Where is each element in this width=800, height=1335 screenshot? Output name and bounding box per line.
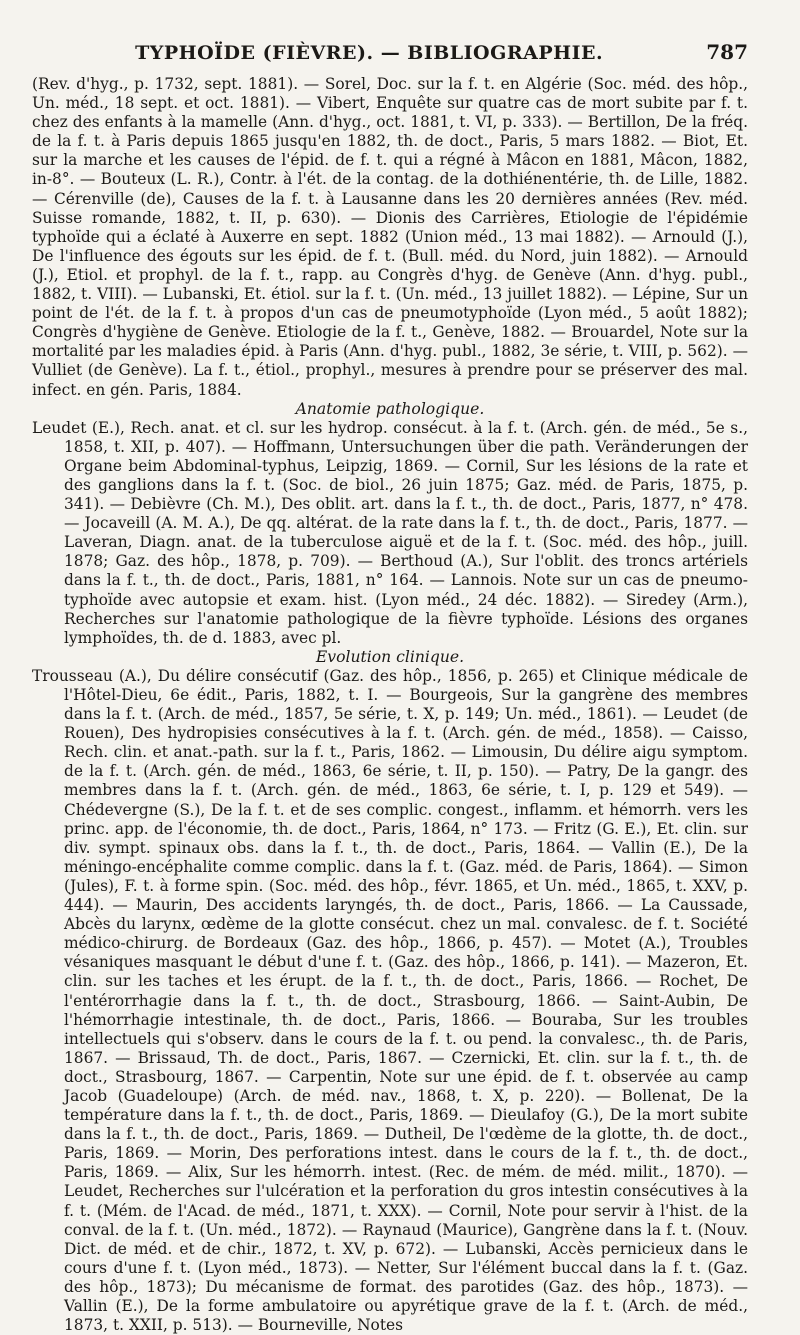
running-title: TYPHOÏDE (FIÈVRE). — BIBLIOGRAPHIE. [135, 42, 604, 64]
section-heading-evolution: Evolution clinique. [315, 647, 465, 666]
page-number: 787 [706, 40, 748, 64]
bibliography-body [32, 75, 748, 1335]
bibliography-paragraph-anatomie: Leudet (E.), Rech. anat. et cl. sur les hydrop. consécut. à la f. t. (Arch. gén. de méd., 5e s., 1858, t. XII, p. 407). — Hoffmann, Untersuchungen über die path. Veränderungen der Organe beim Abdominal-typhus, Leipzig, 1869. — Cornil, Sur les lésions de la rate et des ganglions dans la f. t. (Soc. de biol., 26 juin 1875; Gaz. méd. de Paris, 1875, p. 341). — Debièvre (Ch. M.), Des oblit. art. dans la f. t., th. de doct., Paris, 1877, n° 478. — Jocaveill (A. M. A.), De qq. altérat. de la rate dans la f. t., th. de doct., Paris, 1877. — Laveran, Diagn. anat. de la tuberculose aiguë et de la f. t. (Soc. méd. des hôp., juill. 1878; Gaz. des hôp., 1878, p. 709). — Berthoud (A.), Sur l'oblit. des troncs artériels dans la f. t., th. de doct., Paris, 1881, n° 164. — Lannois. Note sur un cas de pneumo-typhoïde avec autopsie et exam. hist. (Lyon méd., 24 déc. 1882). — Siredey (Arm.), Recherches sur l'anatomie pathologique de la fièvre typhoïde. Lésions des organes lymphoïdes, th. de d. 1883, avec pl. [32, 418, 748, 647]
section-heading-anatomie: Anatomie pathologique. [295, 399, 485, 418]
page-header [32, 40, 748, 64]
bibliography-paragraph-evolution: Trousseau (A.), Du délire consécutif (Gaz. des hôp., 1856, p. 265) et Clinique médicale de l'Hôtel-Dieu, 6e édit., Paris, 1882, t. I. — Bourgeois, Sur la gangrène des membres dans la f. t. (Arch. de méd., 1857, 5e série, t. X, p. 149; Un. méd., 1861). — Leudet (de Rouen), Des hydropisies consécutives à la f. t. (Arch. gén. de méd., 1858). — Caisso, Rech. clin. et anat.-path. sur la f. t., Paris, 1862. — Limousin, Du délire aigu symptom. de la f. t. (Arch. gén. de méd., 1863, 6e série, t. II, p. 150). — Patry, De la gangr. des membres dans la f. t. (Arch. gén. de méd., 1863, 6e série, t. I, p. 129 et 549). — Chédevergne (S.), De la f. t. et de ses complic. congest., inflamm. et hémorrh. vers les princ. app. de l'économie, th. de doct., Paris, 1864, n° 173. — Fritz (G. E.), Et. clin. sur div. sympt. spinaux obs. dans la f. t., th. de doct., Paris, 1864. — Vallin (E.), De la méningo-encéphalite comme complic. dans la f. t. (Gaz. méd. de Paris, 1864). — Simon (Jules), F. t. à forme spin. (Soc. méd. des hôp., févr. 1865, et Un. méd., 1865, t. XXV, p. 444). — Maurin, Des accidents laryngés, th. de doct., Paris, 1866. — La Caussade, Abcès du larynx, œdème de la glotte consécut. chez un mal. convalesc. de f. t. Société médico-chirurg. de Bordeaux (Gaz. des hôp., 1866, p. 457). — Motet (A.), Troubles vésaniques masquant le début d'une f. t. (Gaz. des hôp., 1866, p. 141). — Mazeron, Et. clin. sur les taches et les érupt. de la f. t., th. de doct., Paris, 1866. — Rochet, De l'entérorrhagie dans la f. t., th. de doct., Strasbourg, 1866. — Saint-Aubin, De l'hémorrhagie intestinale, th. de doct., Paris, 1866. — Bouraba, Sur les troubles intellectuels qui s'observ. dans le cours de la f. t. ou pend. la convalesc., th. de Paris, 1867. — Brissaud, Th. de doct., Paris, 1867. — Czernicki, Et. clin. sur la f. t., th. de doct., Strasbourg, 1867. — Carpentin, Note sur une épid. de f. t. observée au camp Jacob (Guadeloupe) (Arch. de méd. nav., 1868, t. X, p. 220). — Bollenat, De la température dans la f. t., th. de doct., Paris, 1869. — Dieulafoy (G.), De la mort subite dans la f. t., th. de doct., Paris, 1869. — Dutheil, De l'œdème de la glotte, th. de doct., Paris, 1869. — Morin, Des perforations intest. dans le cours de la f. t., th. de doct., Paris, 1869. — Alix, Sur les hémorrh. intest. (Rec. de mém. de méd. milit., 1870). — Leudet, Recherches sur l'ulcération et la perforation du gros intestin consécutives à la f. t. (Mém. de l'Acad. de méd., 1871, t. XXX). — Cornil, Note pour servir à l'hist. de la conval. de la f. t. (Un. méd., 1872). — Raynaud (Maurice), Gangrène dans la f. t. (Nouv. Dict. de méd. et de chir., 1872, t. XV, p. 672). — Lubanski, Accès pernicieux dans le cours d'une f. t. (Lyon méd., 1873). — Netter, Sur l'élément buccal dans la f. t. (Gaz. des hôp., 1873); Du mécanisme de format. des parotides (Gaz. des hôp., 1873). — Vallin (E.), De la forme ambulatoire ou apyrétique grave de la f. t. (Arch. de méd., 1873, t. XXII, p. 513). — Bourneville, Notes [32, 666, 748, 1335]
bibliography-paragraph-etiology: (Rev. d'hyg., p. 1732, sept. 1881). — Sorel, Doc. sur la f. t. en Algérie (Soc. méd. des hôp., Un. méd., 18 sept. et oct. 1881). — Vibert, Enquête sur quatre cas de mort subite par f. t. chez des enfants à la mamelle (Ann. d'hyg., oct. 1881, t. VI, p. 333). — Bertillon, De la fréq. de la f. t. à Paris depuis 1865 jusqu'en 1882, th. de doct., Paris, 5 mars 1882. — Biot, Et. sur la marche et les causes de l'épid. de f. t. qui a régné à Mâcon en 1881, Mâcon, 1882, in-8°. — Bouteux (L. R.), Contr. à l'ét. de la contag. de la dothiénentérie, th. de Lille, 1882. — Cérenville (de), Causes de la f. t. à Lausanne dans les 20 dernières années (Rev. méd. Suisse romande, 1882, t. II, p. 630). — Dionis des Carrières, Etiologie de l'épidémie typhoïde qui a éclaté à Auxerre en sept. 1882 (Union méd., 13 mai 1882). — Arnould (J.), De l'influence des égouts sur les épid. de f. t. (Bull. méd. du Nord, juin 1882). — Arnould (J.), Etiol. et prophyl. de la f. t., rapp. au Congrès d'hyg. de Genève (Ann. d'hyg. publ., 1882, t. VIII). — Lubanski, Et. étiol. sur la f. t. (Un. méd., 13 juillet 1882). — Lépine, Sur un point de l'ét. de la f. t. à propos d'un cas de pneumotyphoïde (Lyon méd., 5 août 1882); Congrès d'hygiène de Genève. Etiologie de la f. t., Genève, 1882. — Brouardel, Note sur la mortalité par les maladies épid. à Paris (Ann. d'hyg. publ., 1882, 3e série, t. VIII, p. 562). — Vulliet (de Genève). La f. t., étiol., prophyl., mesures à prendre pour se préserver des mal. infect. en gén. Paris, 1884. [32, 75, 748, 399]
